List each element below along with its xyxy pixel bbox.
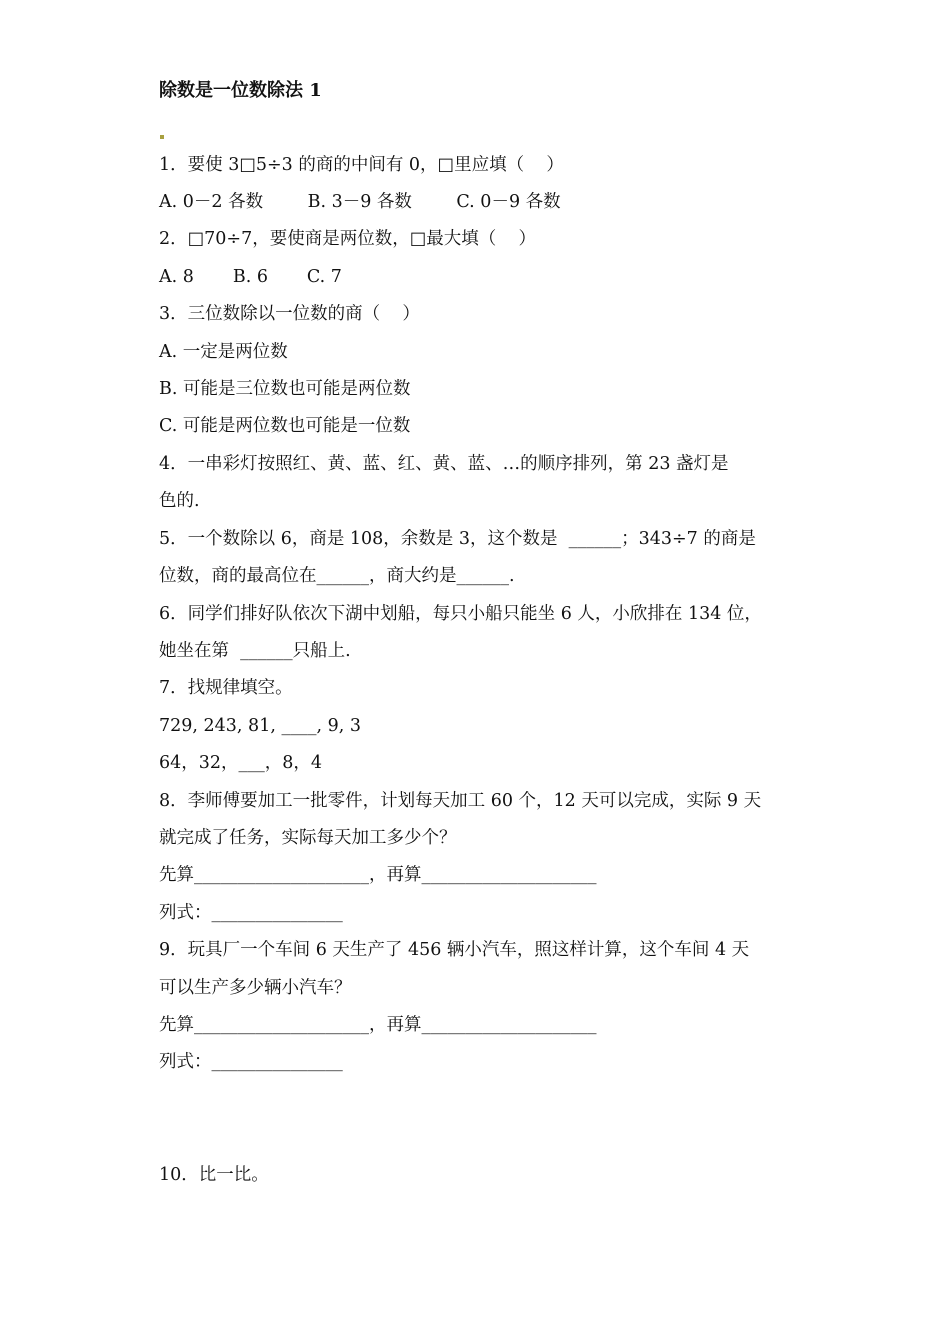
q8-stem-cont: 就完成了任务，实际每天加工多少个？ <box>159 828 457 848</box>
q8-steps: 先算____________________，再算____________________ <box>159 865 597 885</box>
q3-option-a: A. 一定是两位数 <box>159 342 288 362</box>
q5-stem-cont: 位数，商的最高位在______，商大约是______. <box>159 566 515 586</box>
q8-equation: 列式：_______________ <box>159 903 343 923</box>
q6-stem-cont: 她坐在第 ______只船上. <box>159 641 351 661</box>
q6-stem: 6．同学们排好队依次下湖中划船，每只小船只能坐 6 人，小欣排在 134 位， <box>159 604 762 624</box>
q8-stem: 8．李师傅要加工一批零件，计划每天加工 60 个，12 天可以完成，实际 9 天 <box>159 791 762 811</box>
q7-sequence-2: 64，32，___，8，4 <box>159 753 323 773</box>
q9-equation: 列式：_______________ <box>159 1052 343 1072</box>
q3-option-b: B. 可能是三位数也可能是两位数 <box>159 379 411 399</box>
q1-stem: 1．要使 3□5÷3 的商的中间有 0，□里应填（ ） <box>159 155 564 175</box>
marker-dot <box>160 135 164 139</box>
q9-stem-cont: 可以生产多少辆小汽车？ <box>159 978 352 998</box>
q9-stem: 9．玩具厂一个车间 6 天生产了 456 辆小汽车，照这样计算，这个车间 4 天 <box>159 940 750 960</box>
q2-stem: 2．□70÷7，要使商是两位数，□最大填（ ） <box>159 229 537 249</box>
q5-stem: 5．一个数除以 6，商是 108，余数是 3，这个数是 ______；343÷7 的商是 <box>159 529 756 549</box>
q7-sequence-1: 729, 243, 81, ____, 9, 3 <box>159 716 361 736</box>
q10-stem: 10．比一比。 <box>159 1165 269 1185</box>
q9-steps: 先算____________________，再算____________________ <box>159 1015 597 1035</box>
q3-option-c: C. 可能是两位数也可能是一位数 <box>159 416 411 436</box>
q2-options: A. 8 B. 6 C. 7 <box>159 267 342 287</box>
q7-stem: 7．找规律填空。 <box>159 678 293 698</box>
q3-stem: 3．三位数除以一位数的商（ ） <box>159 304 420 324</box>
page-title: 除数是一位数除法 1 <box>159 80 322 101</box>
q1-options: A. 0－2 各数 B. 3－9 各数 C. 0－9 各数 <box>159 192 561 212</box>
q4-stem-cont: 色的. <box>159 491 200 511</box>
q4-stem: 4．一串彩灯按照红、黄、蓝、红、黄、蓝、…的顺序排列，第 23 盏灯是 <box>159 454 729 474</box>
